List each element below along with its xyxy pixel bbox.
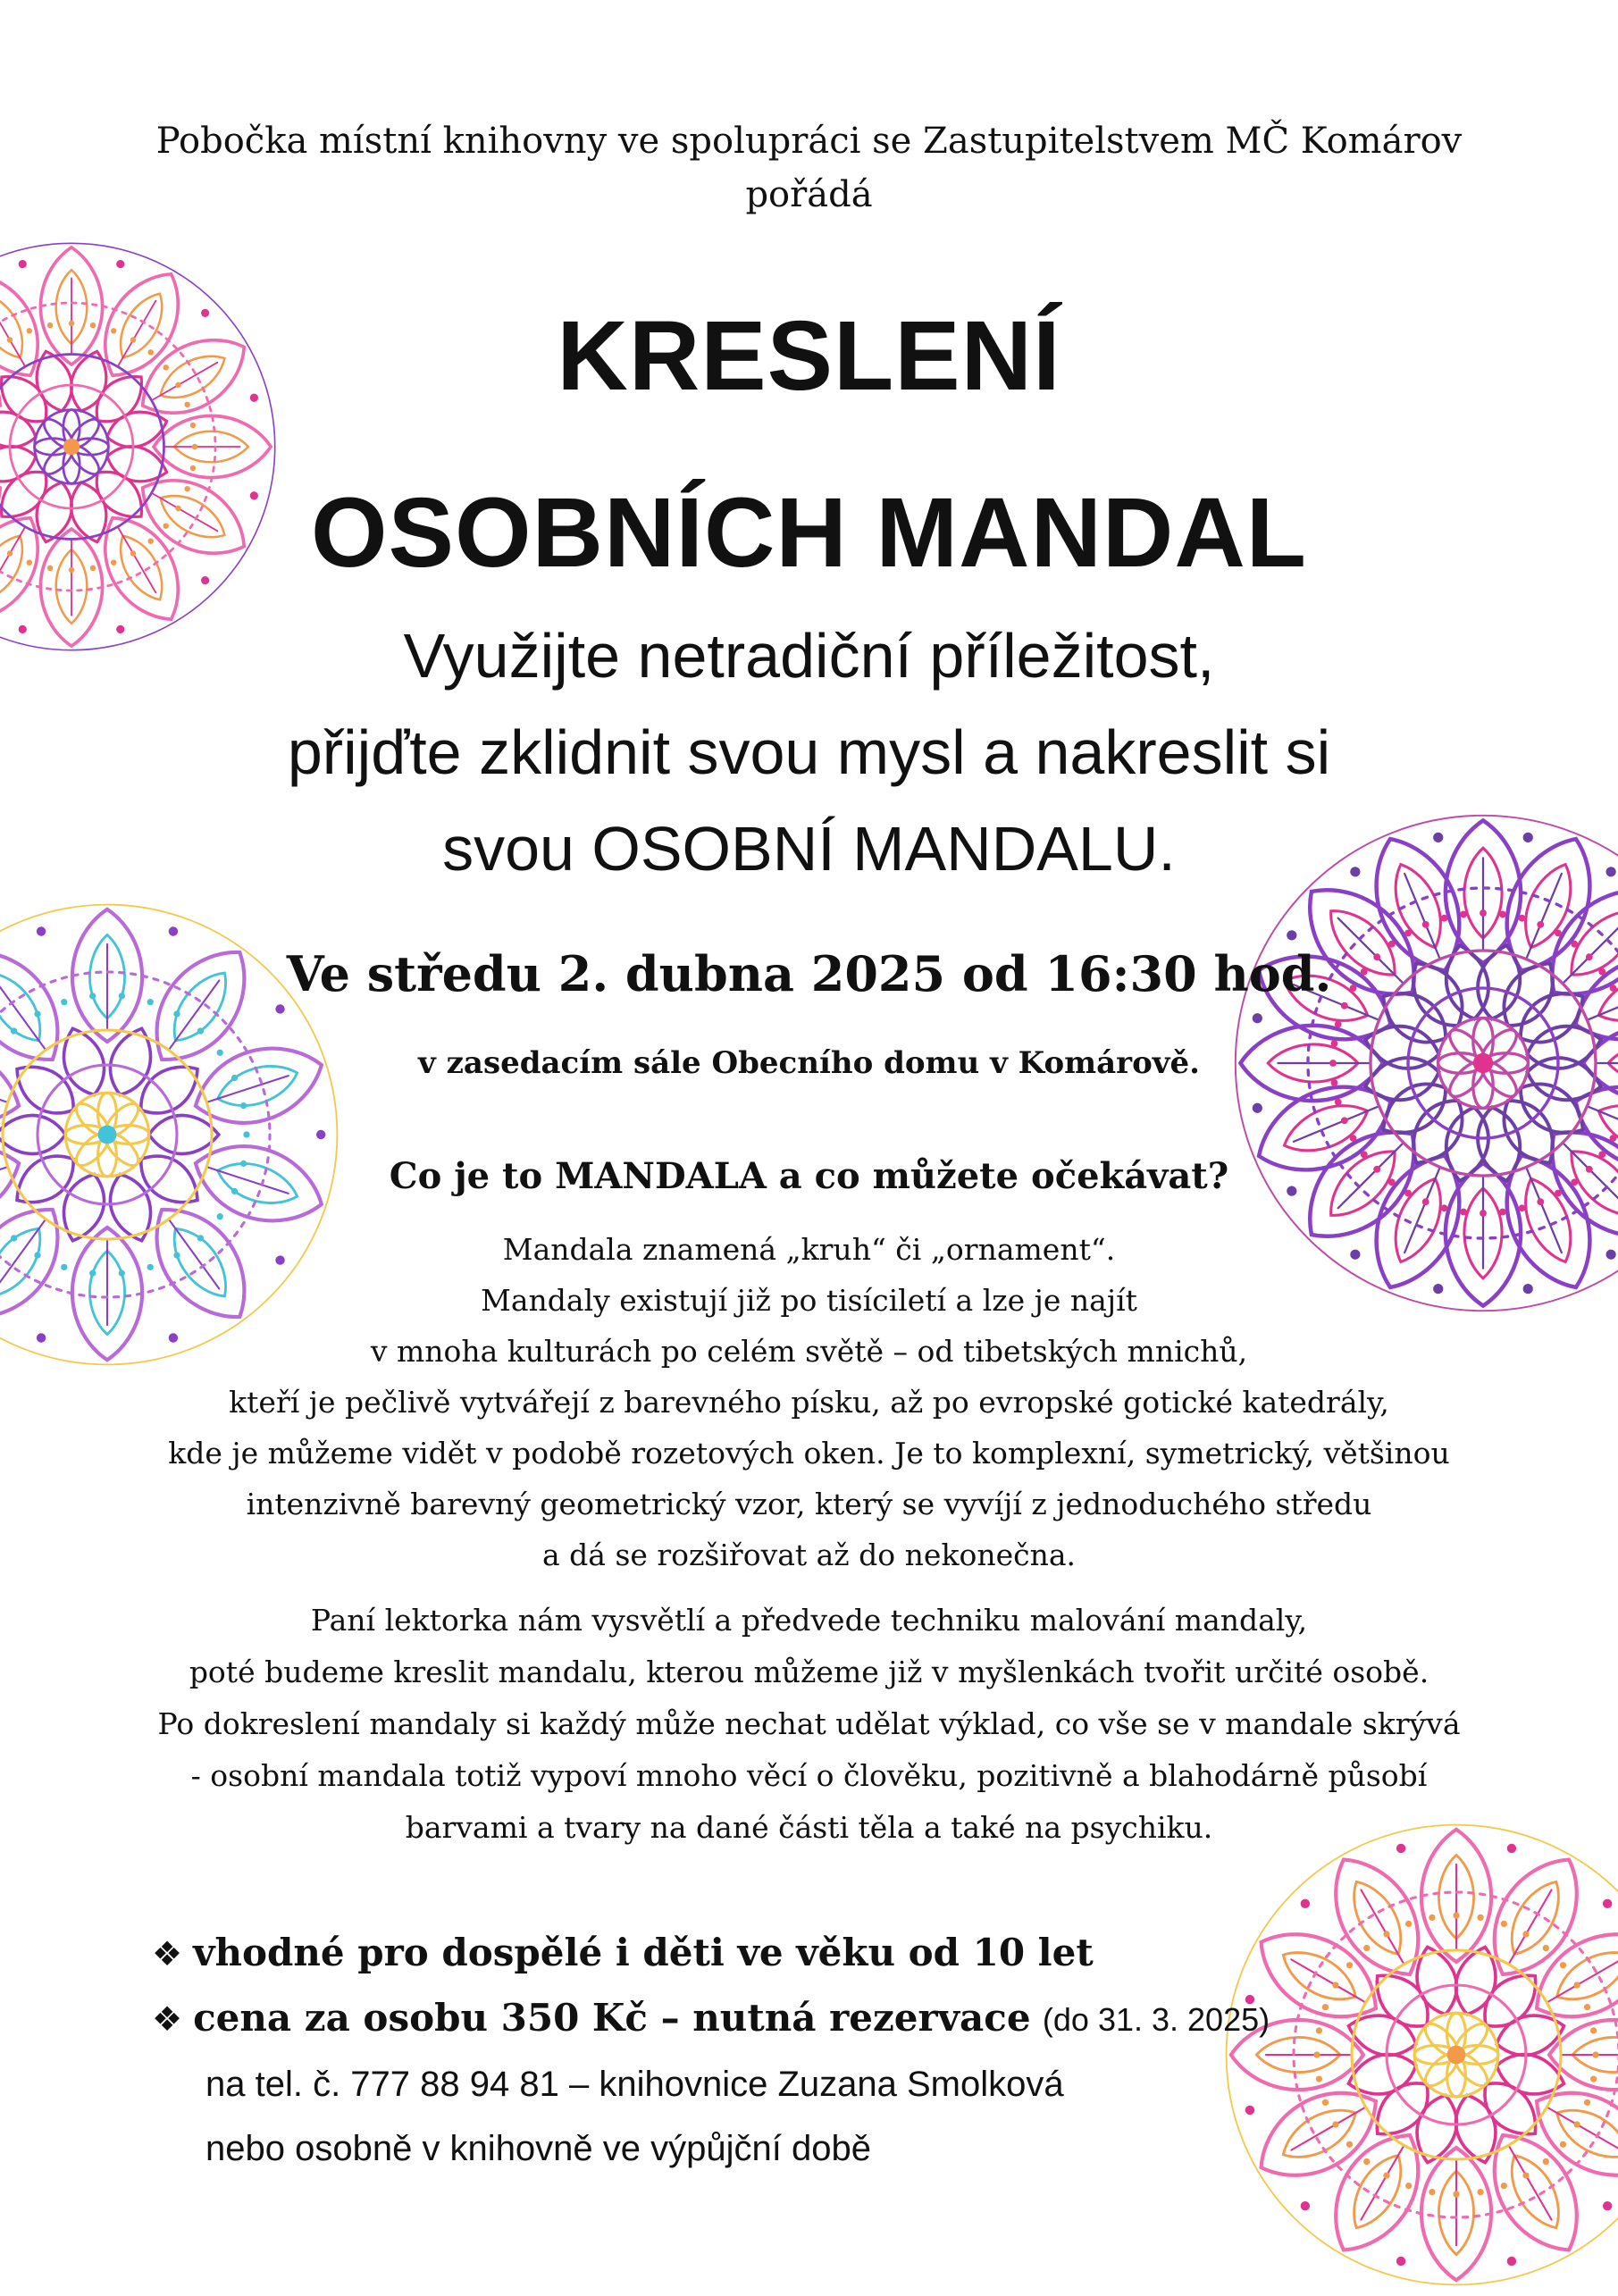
list-item [152,1986,1270,2052]
organizer-line: pořádá [745,174,873,215]
organizer-line: Pobočka místní knihovny ve spolupráci se Zastupitelstvem MČ Komárov [155,121,1463,162]
lecture-paragraph [71,1595,1547,1854]
info-list [152,1921,1270,2181]
list-item [152,1921,1270,1986]
mandala-pink-orange-icon [1224,1814,1618,2296]
about-mandala-paragraph [89,1224,1529,1580]
organizer-text [0,114,1618,222]
title-line-1: KRESLENÍ [557,301,1061,411]
subtitle-line: Využijte netradiční příležitost, [403,621,1215,691]
event-title [0,268,1618,622]
event-venue: v zasedacím sále Obecního domu v Komárově. [418,1045,1200,1081]
lecture-line: Paní lektorka nám vysvětlí a předvede techniku malování mandaly, [310,1603,1308,1638]
diamond-bullet-icon: ❖ [152,1934,183,1973]
lecture-line: - osobní mandala totiž vypoví mnoho věcí o člověku, pozitivně a blahodárně působí [190,1758,1428,1793]
diamond-bullet-icon: ❖ [152,1999,183,2039]
about-line: Mandala znamená „kruh“ či „ornament“. [502,1232,1116,1267]
about-line: a dá se rozšiřovat až do nekonečna. [542,1538,1076,1572]
subtitle-line: přijďte zklidnit svou mysl a nakreslit si [287,717,1331,787]
about-line: intenzivně barevný geometrický vzor, který se vyvíjí z jednoduchého středu [246,1487,1372,1521]
about-line: v mnoha kulturách po celém světě – od tibetských mnichů, [370,1334,1248,1369]
event-date-time: Ve středu 2. dubna 2025 od 16:30 hod. [286,945,1332,1002]
about-line: kteří je pečlivě vytvářejí z barevného písku, až po evropské gotické katedrály, [229,1385,1389,1420]
price-info: cena za osobu 350 Kč – nutná rezervace [193,1996,1031,2040]
title-line-2: OSOBNÍCH MANDAL [311,478,1307,588]
subtitle-line: svou OSOBNÍ MANDALU. [442,814,1176,884]
lecture-line: barvami a tvary na dané části těla a také na psychiku. [405,1810,1213,1845]
reservation-deadline: (do 31. 3. 2025) [1042,2001,1270,2038]
section-question: Co je to MANDALA a co můžete očekávat? [389,1155,1229,1197]
about-line: Mandaly existují již po tisíciletí a lze je najít [481,1283,1137,1318]
about-line: kde je můžeme vidět v podobě rozetových oken. Je to komplexní, symetrický, většinou [168,1436,1450,1471]
lecture-line: poté budeme kreslit mandalu, kterou můžeme již v myšlenkách tvořit určité osobě. [189,1655,1429,1689]
mandala-bottom-right-icon [1224,1814,1618,2296]
event-subtitle [0,608,1618,897]
age-info: vhodné pro dospělé i děti ve věku od 10 let [193,1931,1094,1974]
contact-in-person: nebo osobně v knihovně ve výpůjční době [205,2129,871,2168]
contact-phone: na tel. č. 777 88 94 81 – knihovnice Zuzana Smolková [205,2065,1064,2104]
lecture-line: Po dokreslení mandaly si každý může nechat udělat výklad, co vše se v mandale skrývá [157,1706,1461,1741]
